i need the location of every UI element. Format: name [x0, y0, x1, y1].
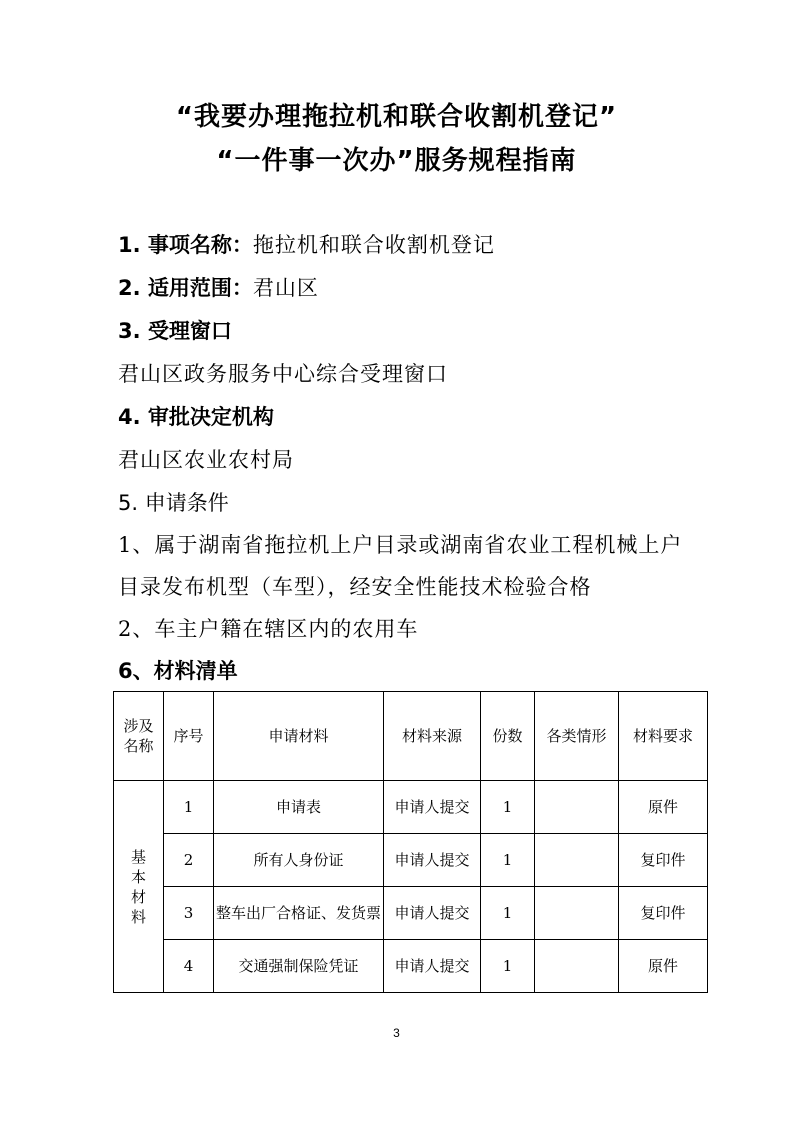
scope-row — [118, 273, 718, 303]
category-text: 基本材料 — [130, 847, 146, 926]
window-label: 3. 受理窗口 — [118, 319, 232, 343]
row-copies: 1 — [481, 781, 535, 834]
scope-value: 君山区 — [252, 276, 319, 300]
item-name-value: 拖拉机和联合收割机登记 — [252, 233, 495, 257]
row-source: 申请人提交 — [384, 781, 481, 834]
conditions-label: 5. 申请条件 — [118, 491, 229, 515]
table-header-row — [114, 692, 708, 781]
row-situation — [535, 887, 619, 940]
title-line-2: “一件事一次办”服务规程指南 — [216, 146, 577, 176]
row-requirement: 原件 — [619, 940, 708, 993]
row-copies: 1 — [481, 940, 535, 993]
header-category: 涉及名称 — [114, 692, 164, 781]
row-material: 申请表 — [214, 781, 384, 834]
authority-value: 君山区农业农村局 — [118, 448, 294, 472]
row-source: 申请人提交 — [384, 887, 481, 940]
authority-label: 4. 审批决定机构 — [118, 405, 274, 429]
row-source: 申请人提交 — [384, 834, 481, 887]
item-name-row — [118, 230, 718, 260]
row-number: 2 — [164, 834, 214, 887]
header-material: 申请材料 — [214, 692, 384, 781]
row-number: 3 — [164, 887, 214, 940]
row-source: 申请人提交 — [384, 940, 481, 993]
table-row — [114, 781, 708, 834]
condition-line-2: 目录发布机型（车型），经安全性能技术检验合格 — [118, 575, 592, 599]
header-source: 材料来源 — [384, 692, 481, 781]
item-name-label: 1. 事项名称： — [118, 233, 253, 257]
row-situation — [535, 940, 619, 993]
row-copies: 1 — [481, 887, 535, 940]
header-situation: 各类情形 — [535, 692, 619, 781]
table-row — [114, 940, 708, 993]
row-copies: 1 — [481, 834, 535, 887]
condition-line-3: 2、车主户籍在辖区内的农用车 — [118, 617, 419, 641]
page-number: 3 — [393, 1026, 400, 1040]
condition-line-1: 1、属于湖南省拖拉机上户目录或湖南省农业工程机械上户 — [118, 533, 683, 557]
row-number: 1 — [164, 781, 214, 834]
row-material: 整车出厂合格证、发货票 — [214, 887, 384, 940]
header-copies: 份数 — [481, 692, 535, 781]
row-requirement: 复印件 — [619, 834, 708, 887]
table-row — [114, 834, 708, 887]
materials-table — [113, 691, 708, 993]
header-requirement: 材料要求 — [619, 692, 708, 781]
row-material: 交通强制保险凭证 — [214, 940, 384, 993]
row-situation — [535, 834, 619, 887]
row-number: 4 — [164, 940, 214, 993]
title-line-1: “我要办理拖拉机和联合收割机登记” — [175, 102, 618, 132]
row-requirement: 原件 — [619, 781, 708, 834]
category-cell — [114, 781, 164, 993]
window-value: 君山区政务服务中心综合受理窗口 — [118, 362, 448, 386]
row-material: 所有人身份证 — [214, 834, 384, 887]
row-requirement: 复印件 — [619, 887, 708, 940]
row-situation — [535, 781, 619, 834]
table-row — [114, 887, 708, 940]
header-number: 序号 — [164, 692, 214, 781]
materials-label: 6、材料清单 — [118, 659, 238, 683]
scope-label: 2. 适用范围： — [118, 276, 253, 300]
